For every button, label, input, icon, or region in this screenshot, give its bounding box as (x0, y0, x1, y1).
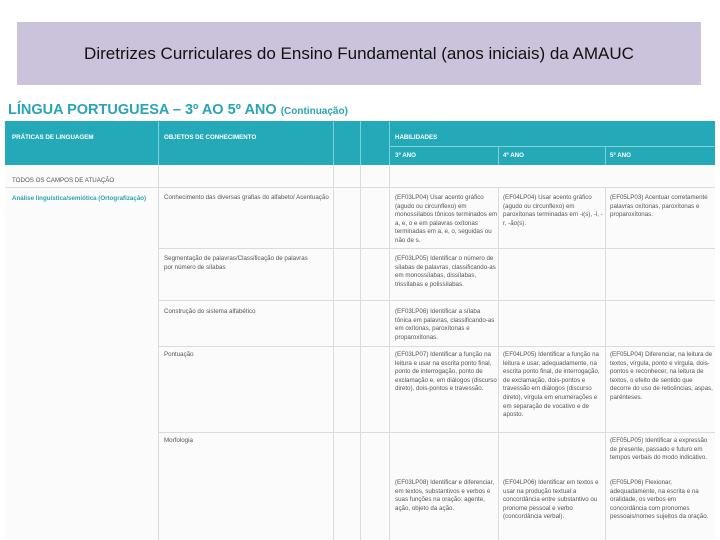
continuation-label: (Continuação) (280, 106, 348, 117)
table-cell-ano4: (EF04LP04) Usar acento gráfico (agudo ou circunflexo) em paroxítonas terminadas em -i(s), -l, -r, -ão(s). (503, 194, 603, 227)
row-divider (158, 346, 715, 347)
header-ano5: 5º ANO (610, 152, 631, 159)
table-row-objeto: Morfologia (164, 437, 193, 444)
table-cell-ano3: (EF03LP04) Usar acento gráfico (agudo ou circunflexo) em monossílabos tônicos terminados em a, e, o e em palavras oxítonas terminadas em a, e, o, seguidas ou não de s. (395, 194, 498, 244)
table-row-objeto: Pontuação (164, 351, 194, 358)
header-ano3: 3º ANO (395, 152, 416, 159)
table-cell-ano3: (EF03LP06) Identificar a sílaba tônica em palavras, classificando-as em oxítonas, paroxítonas e proparoxítonas. (395, 308, 495, 341)
row-divider (158, 300, 715, 301)
header-divider (605, 147, 606, 165)
column-divider (498, 187, 499, 540)
table-cell-ano5: (EF05LP06) Flexionar, adequadamente, na escrita e na oralidade, os verbos em concordância com pronomes pessoais/nomes sujeitos da oração. (610, 479, 709, 521)
section-all-fields: TODOS OS CAMPOS DE ATUAÇÃO (12, 177, 115, 184)
banner-title: Diretrizes Curriculares do Ensino Fundamental (anos iniciais) da AMAUC (84, 43, 634, 63)
document-heading (8, 102, 348, 118)
header-divider (498, 147, 499, 165)
header-objetos: OBJETOS DE CONHECIMENTO (164, 134, 257, 141)
column-divider (389, 165, 390, 540)
header-divider (389, 146, 715, 147)
row-divider (158, 248, 715, 249)
header-ano4: 4º ANO (503, 152, 524, 159)
header-divider (158, 121, 159, 165)
table-cell-ano5: (EF05LP03) Acentuar corretamente palavras oxítonas, paroxítonas e proparoxítonas. (610, 194, 708, 219)
title-banner (17, 22, 701, 85)
table-cell-ano5: (EF05LP04) Diferenciar, na leitura de textos, vírgula, ponto e vírgula, dois-pontos e reconhecer, na leitura de textos, o efeito de sentido que decorre do uso de reticências, aspas, parênteses. (610, 351, 713, 401)
table-cell-ano4: (EF04LP05) Identificar a função na leitura e usar, adequadamente, na escrita ponto final, de interrogação, de exclamação, dois-pontos e travessão em diálogos (discurso direto), vírgula em enumerações e em separação de vocativo e de aposto. (503, 351, 600, 419)
axis-label: Análise linguística/semiótica (Ortografização) (12, 195, 147, 202)
row-divider (158, 432, 715, 433)
table-cell-ano3: (EF03LP08) Identificar e diferenciar, em textos, substantivos e verbos e suas funções na oração: agente, ação, objeto da ação. (395, 479, 495, 512)
table-cell-ano5: (EF05LP05) Identificar a expressão de presente, passado e futuro em tempos verbais do modo indicativo. (610, 437, 708, 462)
table-row-objeto: Construção do sistema alfabético (164, 308, 256, 315)
header-divider (360, 121, 361, 165)
row-divider (5, 187, 715, 188)
table-cell-ano3: (EF03LP05) Identificar o número de sílabas de palavras, classificando-as em monossílabas, dissílabas, trissílabas e polissílabas. (395, 255, 496, 288)
curriculum-table (5, 121, 715, 540)
table-cell-ano4: (EF04LP06) Identificar em textos e usar na produção textual a concordância entre substantivo ou pronome pessoal e verbo (concordância verbal). (503, 479, 599, 521)
header-habilidades: HABILIDADES (395, 134, 438, 141)
header-divider (333, 121, 334, 165)
header-praticas: PRÁTICAS DE LINGUAGEM (12, 134, 94, 141)
table-row-objeto: Conhecimento das diversas grafias do alfabeto/ Acentuação (164, 194, 329, 201)
column-divider (158, 165, 159, 540)
table-row-objeto: Segmentação de palavras/Classificação de palavras por número de sílabas (164, 255, 308, 271)
column-divider (360, 165, 361, 540)
table-cell-ano3: (EF03LP07) Identificar a função na leitura e usar na escrita ponto final, ponto de interrogação, ponto de exclamação e, em diálogos (discurso direto), dois-pontos e travessão. (395, 351, 497, 393)
header-divider (389, 121, 390, 165)
heading-text: LÍNGUA PORTUGUESA – 3º AO 5º ANO (8, 102, 277, 118)
